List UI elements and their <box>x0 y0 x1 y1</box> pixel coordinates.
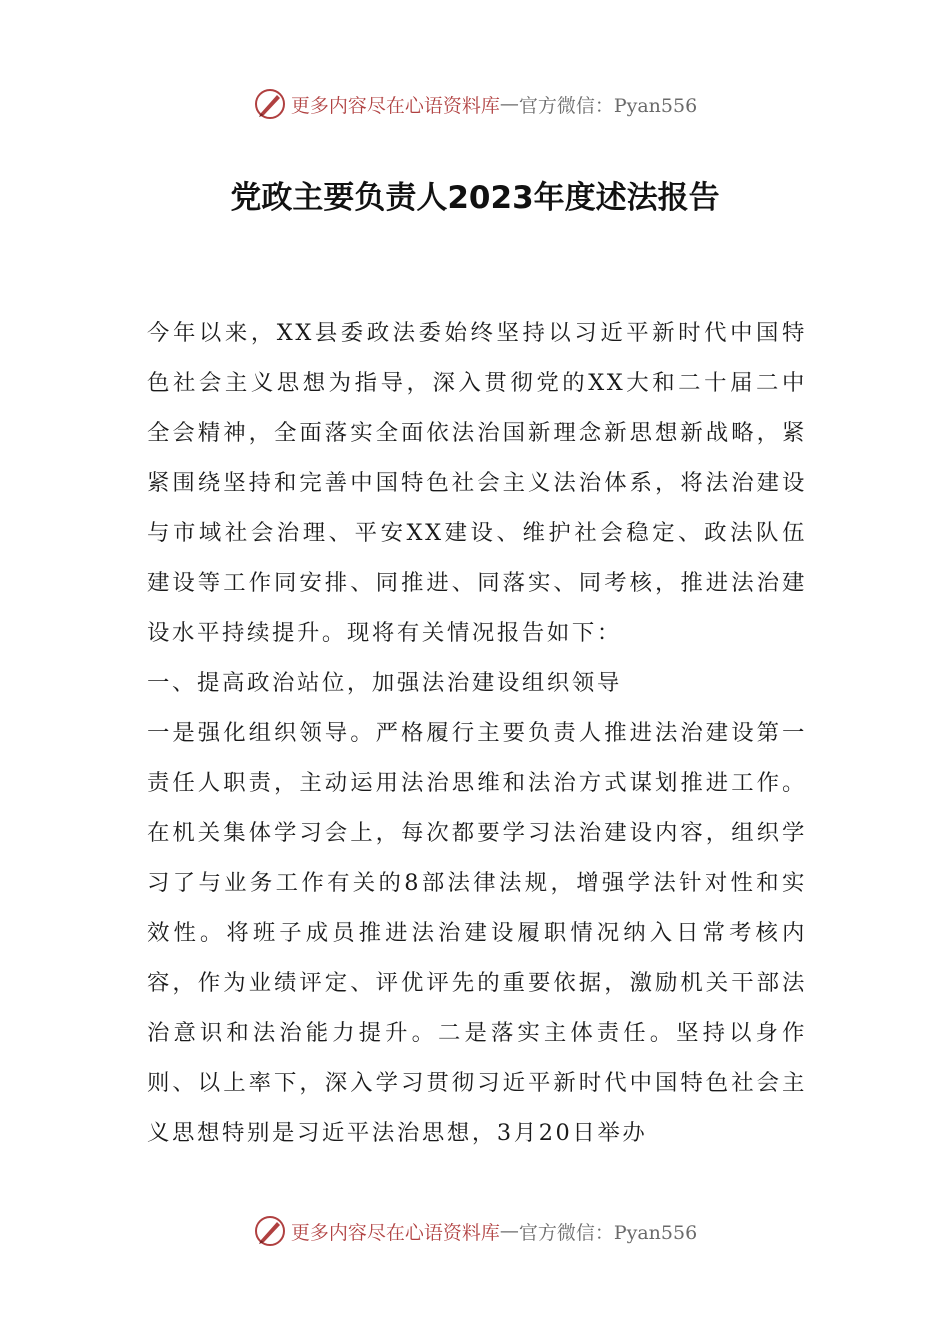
banner-dash: — <box>499 1220 519 1242</box>
banner-tail: 官方微信：Pyan556 <box>518 1221 698 1244</box>
banner-text: 更多内容尽在心语资料库 <box>290 94 500 117</box>
banner-text: 更多内容尽在心语资料库 <box>290 1221 500 1244</box>
quill-logo-icon <box>253 1214 287 1248</box>
document-body <box>147 308 807 1158</box>
document-title: 党政主要负责人2023年度述法报告 <box>230 180 720 216</box>
header-watermark-banner <box>0 84 950 124</box>
section-heading-1: 一、提高政治站位，加强法治建设组织领导 <box>147 670 622 696</box>
footer-watermark-banner <box>0 1211 950 1251</box>
banner-dash: — <box>499 93 519 115</box>
quill-logo-icon <box>253 87 287 121</box>
banner-tail: 官方微信：Pyan556 <box>518 94 698 117</box>
paragraph-intro: 今年以来，XX县委政法委始终坚持以习近平新时代中国特色社会主义思想为指导，深入贯彻党的XX大和二十届二中全会精神，全面落实全面依法治国新理念新思想新战略，紧紧围绕坚持和完善中国特色社会主义法治体系，将法治建设与市域社会治理、平安XX建设、维护社会稳定、政法队伍建设等工作同安排、同推进、同落实、同考核，推进法治建设水平持续提升。现将有关情况报告如下： <box>147 320 807 646</box>
paragraph-section-1: 一是强化组织领导。严格履行主要负责人推进法治建设第一责任人职责，主动运用法治思维和法治方式谋划推进工作。在机关集体学习会上，每次都要学习法治建设内容，组织学习了与业务工作有关的8部法律法规，增强学法针对性和实效性。将班子成员推进法治建设履职情况纳入日常考核内容，作为业绩评定、评优评先的重要依据，激励机关干部法治意识和法治能力提升。二是落实主体责任。坚持以身作则、以上率下，深入学习贯彻习近平新时代中国特色社会主义思想特别是习近平法治思想，3月20日举办 <box>147 720 807 1146</box>
